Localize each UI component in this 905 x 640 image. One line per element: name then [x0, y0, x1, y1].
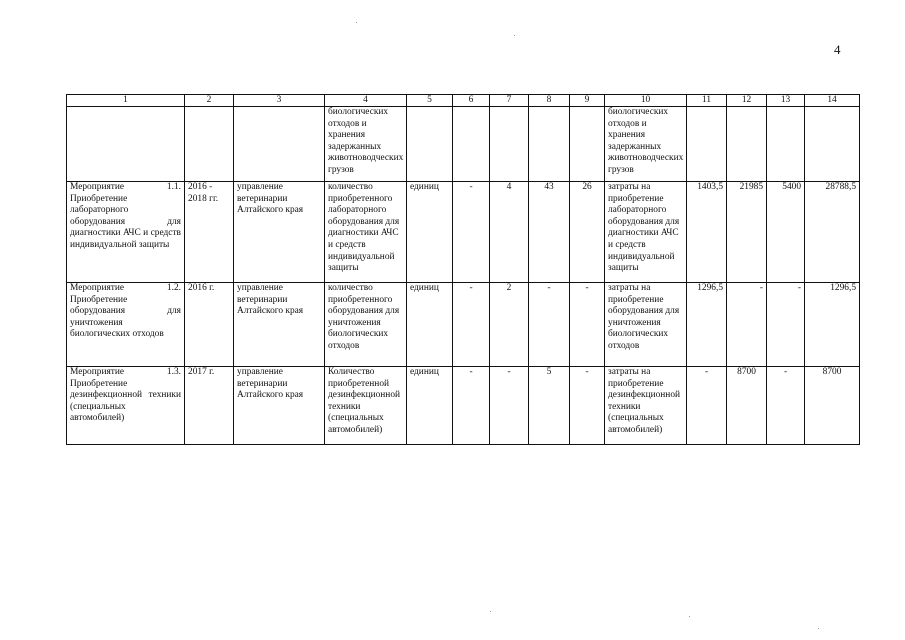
amount-cell: 5400: [767, 182, 805, 283]
column-number-row: [67, 95, 860, 107]
indicator-cell: количество приобретенного оборудования для уничтожения биологических отходов: [325, 283, 407, 367]
measure-name-cell: Мероприятие 1.2. Приобретение оборудования для уничтожения биологических отходов: [67, 283, 185, 367]
amount-total-cell: 1296,5: [805, 283, 860, 367]
column-number: 12: [727, 95, 767, 107]
executor-cell: управление ветеринарии Алтайского края: [234, 182, 325, 283]
value-cell: -: [453, 283, 490, 367]
amount-total-cell: 28788,5: [805, 182, 860, 283]
value-cell: -: [570, 283, 605, 367]
executor-cell: [234, 107, 325, 182]
indicator-cell: биологических отходов и хранения задержанных животноводческих грузов: [325, 107, 407, 182]
cost-description-cell: затраты на приобретение лабораторного оборудования для диагностики АЧС и средств индивидуальной защиты: [605, 182, 687, 283]
column-number: 8: [529, 95, 570, 107]
column-number: 14: [805, 95, 860, 107]
scan-speck: [689, 616, 690, 617]
executor-cell: управление ветеринарии Алтайского края: [234, 283, 325, 367]
amount-cell: -: [767, 283, 805, 367]
value-cell: [570, 107, 605, 182]
measures-table: [66, 94, 860, 445]
table-row: [67, 107, 860, 182]
column-number: 11: [687, 95, 727, 107]
column-number: 6: [453, 95, 490, 107]
amount-cell: 1403,5: [687, 182, 727, 283]
executor-cell: управление ветеринарии Алтайского края: [234, 367, 325, 445]
value-cell: -: [490, 367, 529, 445]
scan-speck: [818, 628, 819, 629]
value-cell: [453, 107, 490, 182]
period-cell: [185, 107, 234, 182]
table-row: [67, 283, 860, 367]
value-cell: -: [570, 367, 605, 445]
measure-name-cell: Мероприятие 1.1. Приобретение лабораторного оборудования для диагностики АЧС и средств индивидуальной защиты: [67, 182, 185, 283]
unit-cell: единиц: [407, 283, 453, 367]
amount-total-cell: [805, 107, 860, 182]
value-cell: 43: [529, 182, 570, 283]
amount-cell: -: [767, 367, 805, 445]
cost-description-cell: затраты на приобретение оборудования для уничтожения биологических отходов: [605, 283, 687, 367]
unit-cell: единиц: [407, 367, 453, 445]
value-cell: -: [453, 182, 490, 283]
table-row: [67, 367, 860, 445]
scan-speck: [514, 35, 515, 36]
indicator-cell: Количество приобретенной дезинфекционной техники (специальных автомобилей): [325, 367, 407, 445]
column-number: 4: [325, 95, 407, 107]
scan-speck: [356, 22, 357, 23]
column-number: 10: [605, 95, 687, 107]
period-cell: 2017 г.: [185, 367, 234, 445]
amount-total-cell: 8700: [805, 367, 860, 445]
table-row: [67, 182, 860, 283]
period-cell: 2016 г.: [185, 283, 234, 367]
column-number: 2: [185, 95, 234, 107]
column-number: 7: [490, 95, 529, 107]
value-cell: [529, 107, 570, 182]
amount-cell: 21985: [727, 182, 767, 283]
cost-description-cell: биологических отходов и хранения задержанных животноводческих грузов: [605, 107, 687, 182]
indicator-cell: количество приобретенного лабораторного оборудования для диагностики АЧС и средств индивидуальной защиты: [325, 182, 407, 283]
unit-cell: единиц: [407, 182, 453, 283]
value-cell: -: [529, 283, 570, 367]
amount-cell: -: [687, 367, 727, 445]
column-number: 9: [570, 95, 605, 107]
measure-name-cell: Мероприятие 1.3. Приобретение дезинфекционной техники (специальных автомобилей): [67, 367, 185, 445]
measure-name-cell: [67, 107, 185, 182]
value-cell: 4: [490, 182, 529, 283]
amount-cell: [687, 107, 727, 182]
scan-speck: [490, 611, 491, 612]
value-cell: 2: [490, 283, 529, 367]
value-cell: -: [453, 367, 490, 445]
value-cell: 26: [570, 182, 605, 283]
column-number: 1: [67, 95, 185, 107]
period-cell: 2016 - 2018 гг.: [185, 182, 234, 283]
amount-cell: 1296,5: [687, 283, 727, 367]
unit-cell: [407, 107, 453, 182]
value-cell: 5: [529, 367, 570, 445]
column-number: 3: [234, 95, 325, 107]
page-number: 4: [834, 42, 841, 57]
amount-cell: -: [727, 283, 767, 367]
amount-cell: [727, 107, 767, 182]
column-number: 5: [407, 95, 453, 107]
amount-cell: 8700: [727, 367, 767, 445]
value-cell: [490, 107, 529, 182]
amount-cell: [767, 107, 805, 182]
cost-description-cell: затраты на приобретение дезинфекционной техники (специальных автомобилей): [605, 367, 687, 445]
column-number: 13: [767, 95, 805, 107]
